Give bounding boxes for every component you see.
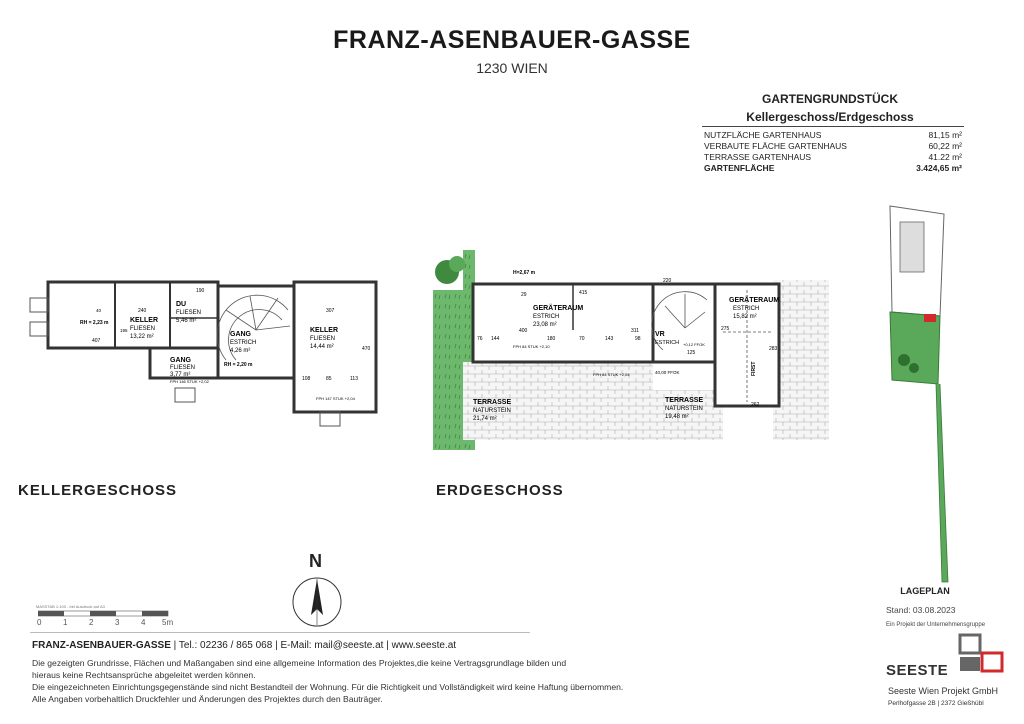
project-note: Ein Projekt der Unternehmensgruppe [886, 622, 986, 628]
area-value: 81,15 m² [928, 130, 962, 140]
room-name: GERÄTERAUM [729, 297, 780, 304]
room-floor: FLIESEN [176, 310, 202, 316]
dimension: 275 [721, 326, 730, 332]
dimension: 98 [635, 336, 641, 342]
page-subtitle: 1230 WIEN [476, 60, 548, 76]
room-floor: ESTRICH [533, 314, 560, 320]
dimension: 220 [663, 278, 672, 284]
area-table-divider [702, 126, 964, 127]
dimension: 262 [751, 402, 760, 408]
room-name: GERÄTERAUM [533, 305, 584, 312]
area-table-subtitle: Kellergeschoss/Erdgeschoss [746, 110, 914, 124]
keller-label: KELLERGESCHOSS [18, 482, 178, 499]
footer-website[interactable]: www.seeste.at [391, 640, 457, 651]
dimension: 307 [326, 308, 335, 314]
brick-paving [773, 280, 829, 440]
room-name: KELLER [310, 327, 338, 334]
stair-icon [217, 295, 290, 360]
room-floor: ESTRICH [230, 340, 257, 346]
area-label: NUTZFLÄCHE GARTENHAUS [704, 130, 822, 140]
erd-wall [473, 284, 653, 362]
dimension: 180 [547, 336, 556, 342]
north-arrow-icon [290, 575, 344, 629]
area-row [704, 163, 962, 173]
disclaimer-line: Die eingezeichneten Einrichtungsgegenstände sind nicht Bestandteil der Wohnung. Für die Richtigkeit und Vollständigkeit wird keine Haftung übernommen. [32, 682, 624, 692]
garden-house-marker [924, 314, 936, 322]
dimension: 70 [579, 336, 585, 342]
footer-phone: Tel.: 02236 / 865 068 [178, 640, 273, 651]
shrub-icon [449, 256, 465, 272]
erd-label: ERDGESCHOSS [436, 482, 564, 499]
tree-icon [909, 363, 919, 373]
footer-email[interactable]: E-Mail: mail@seeste.at [280, 640, 384, 651]
room-name: TERRASSE [473, 399, 512, 406]
area-label: TERRASSE GARTENHAUS [704, 152, 812, 162]
dimension: 311 [631, 328, 639, 334]
plan-note: FPH 84 STUK +2,04 [593, 372, 630, 377]
room-floor: ESTRICH [655, 340, 680, 346]
area-row [704, 130, 962, 140]
window-well [30, 298, 48, 312]
scale-label: 5m [162, 618, 174, 627]
room-height: RH = 2,23 m [80, 320, 109, 326]
dimension: 283 [769, 346, 778, 352]
neighbor-building [900, 222, 924, 272]
lightwell [320, 412, 340, 426]
scale-caption: MASSTAB 1:100 - bei Ausdruck auf A3 [36, 604, 105, 609]
room-area: 5,46 m² [176, 318, 197, 324]
dimension: 407 [92, 338, 101, 344]
area-table-title: GARTENGRUNDSTÜCK [762, 92, 898, 106]
dimension: 40 [96, 308, 102, 313]
scale-label: 4 [141, 618, 146, 627]
room-area: 21,74 m² [473, 416, 497, 422]
dimension: 144 [491, 336, 500, 342]
dimension: 190 [196, 288, 205, 294]
room-area: 13,22 m² [130, 334, 154, 340]
window-well [30, 322, 48, 336]
scale-bar [38, 610, 178, 618]
logo-text: SEESTE [886, 662, 949, 679]
plan-note: FPH 146 STUK +2,02 [170, 379, 209, 384]
site-plan [880, 200, 975, 585]
plan-note: +0,12 FFOK [683, 342, 705, 347]
scale-label: 1 [63, 618, 68, 627]
dimension: 85 [326, 376, 332, 382]
dimension: 240 [138, 308, 147, 314]
dimension: 195 [120, 328, 128, 333]
company-name: Seeste Wien Projekt GmbH [888, 686, 999, 696]
room-floor: FLIESEN [310, 336, 336, 342]
north-letter: N [309, 551, 322, 571]
page-title: FRANZ-ASENBAUER-GASSE [333, 26, 691, 54]
room-height: RH = 2,20 m [224, 362, 253, 368]
room-name: TERRASSE [665, 397, 704, 404]
room-area: 19,48 m² [665, 414, 689, 420]
garden-plot [890, 312, 940, 384]
tree-icon [898, 354, 910, 366]
keller-floor-plan [20, 270, 390, 440]
logo-mark-icon [958, 633, 1004, 675]
dimension: 125 [687, 350, 696, 356]
plan-note: FPH 147 STUK +2,04 [316, 396, 355, 401]
dimension: 29 [521, 292, 527, 298]
room-name: GANG [170, 357, 191, 364]
room-area: 3,77 m² [170, 372, 191, 378]
room-name: DU [176, 301, 187, 308]
room-floor: NATURSTEIN [665, 406, 703, 412]
lightwell [175, 388, 195, 402]
company-address: Perlhofgasse 2B | 2372 Gießhübl [888, 700, 984, 707]
disclaimer-line: hieraus keine Rechtsansprüche abgeleitet werden können. [32, 670, 256, 680]
dimension: 113 [350, 376, 358, 382]
footer-contact: FRANZ-ASENBAUER-GASSE | Tel.: 02236 / 865 068 | E-Mail: mail@seeste.at | www.seeste.at [32, 640, 457, 651]
disclaimer-line: Die gezeigten Grundrisse, Flächen und Maßangaben sind eine allgemeine Information des Projektes,die keine Vertragsgrundlage bilden und [32, 658, 567, 668]
area-value: 41.22 m² [928, 152, 962, 162]
room-area: 23,08 m² [533, 322, 557, 328]
room-floor: ESTRICH [733, 306, 760, 312]
room-height: FIRST [751, 361, 757, 376]
room-floor: FLIESEN [170, 365, 196, 371]
scale-label: 0 [37, 618, 42, 627]
dimension: 143 [605, 336, 614, 342]
room-area: 14,44 m² [310, 344, 334, 350]
room-name: KELLER [130, 317, 158, 324]
date-stamp: Stand: 03.08.2023 [886, 605, 956, 615]
area-row [704, 152, 962, 162]
lageplan-label: LAGEPLAN [900, 586, 950, 596]
room-floor: NATURSTEIN [473, 408, 511, 414]
area-label: VERBAUTE FLÄCHE GARTENHAUS [704, 141, 847, 151]
scale-label: 3 [115, 618, 120, 627]
room-area: 15,82 m² [733, 314, 757, 320]
dimension: 400 [519, 328, 528, 334]
area-row [704, 141, 962, 151]
area-label: GARTENFLÄCHE [704, 163, 775, 173]
room-name: GANG [230, 331, 251, 338]
scale-label: 2 [89, 618, 94, 627]
access-strip [936, 384, 948, 582]
disclaimer-line: Alle Angaben vorbehaltlich Druckfehler und Änderungen des Projektes durch den Bauträger. [32, 694, 383, 704]
vr-wall [653, 284, 715, 362]
footer-project-name: FRANZ-ASENBAUER-GASSE [32, 640, 171, 651]
room-floor: FLIESEN [130, 326, 156, 332]
area-value: 60,22 m² [928, 141, 962, 151]
dimension: 470 [362, 346, 371, 352]
plan-note: FPH 84 STUK +2,10 [513, 344, 550, 349]
room-height: H=2,67 m [513, 270, 536, 276]
room-name: VR [655, 331, 665, 338]
dimension: 415 [579, 290, 588, 296]
dimension: 108 [302, 376, 311, 382]
erd-floor-plan [433, 250, 833, 450]
room-area: 4,26 m² [230, 348, 251, 354]
footer-divider [30, 632, 530, 633]
plan-note: 40,00 FFOK [655, 370, 680, 375]
area-value: 3.424,65 m² [916, 163, 962, 173]
dimension: 76 [477, 336, 483, 342]
